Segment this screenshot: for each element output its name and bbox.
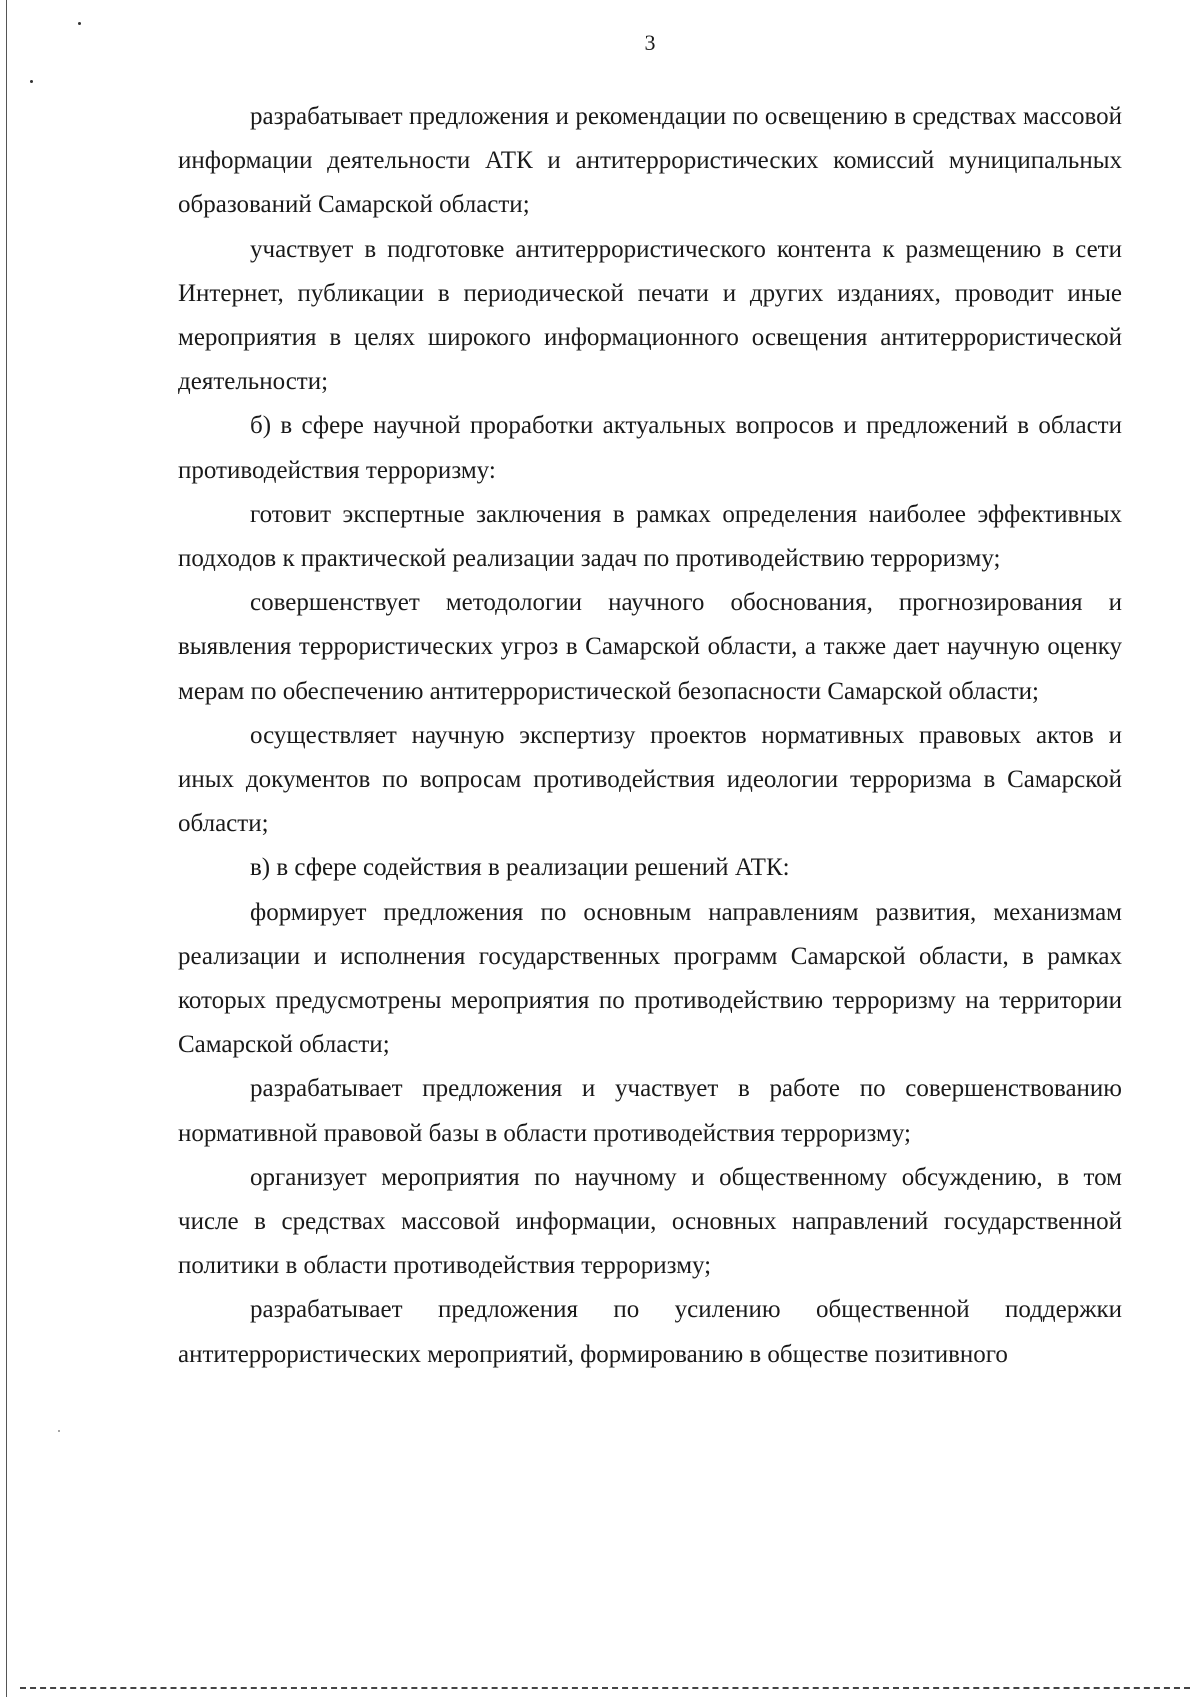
paragraph-section-c-heading: в) в сфере содействия в реализации решений АТК: <box>250 854 790 882</box>
paragraph-methodology: совершенствует методологии научного обоснования, прогнозирования и выявления террористических угроз в Самарской области, а также дает научную оценку мерам по обеспечению антитеррористической безопасности Самарской области; <box>178 589 1122 705</box>
document-body <box>178 95 1122 1377</box>
paragraph-state-programs: формирует предложения по основным направлениям развития, механизмам реализации и исполнения государственных программ Самарской области, в рамках которых предусмотрены мероприятия по противодействию терроризму на территории Самарской области; <box>178 898 1122 1059</box>
page-number: 3 <box>644 30 656 55</box>
paragraph-public-discussion: организует мероприятия по научному и общественному обсуждению, в том числе в средствах массовой информации, основных направлений государственной политики в области противодействия терроризму; <box>178 1163 1122 1280</box>
paragraph-media-coverage: разрабатывает предложения и рекомендации по освещению в средствах массовой информации деятельности АТК и антитеррористических комиссий муниципальных образований Самарской области; <box>178 103 1122 219</box>
scan-speck <box>58 1430 60 1432</box>
paragraph-expert-conclusions: готовит экспертные заключения в рамках определения наиболее эффективных подходов к практической реализации задач по противодействию терроризму; <box>178 500 1122 573</box>
paragraph-internet-content: участвует в подготовке антитеррористического контента к размещению в сети Интернет, публикации в периодической печати и других изданиях, проводит иные мероприятия в целях широкого информационного освещения антитеррористической деятельности; <box>178 235 1122 396</box>
scan-bottom-rule <box>20 1687 1190 1689</box>
scan-speck <box>30 80 33 83</box>
paragraph-section-b-heading: б) в сфере научной проработки актуальных вопросов и предложений в области противодействия терроризму: <box>178 412 1122 484</box>
paragraph-scientific-expertise: осуществляет научную экспертизу проектов нормативных правовых актов и иных документов по вопросам противодействия идеологии терроризма в Самарской области; <box>178 721 1122 838</box>
scan-left-edge <box>6 0 7 1697</box>
paragraph-regulatory-base: разрабатывает предложения и участвует в работе по совершенствованию нормативной правовой базы в области противодействия терроризму; <box>178 1075 1122 1147</box>
scan-speck <box>78 22 81 25</box>
paragraph-public-support: разрабатывает предложения по усилению общественной поддержки антитеррористических мероприятий, формированию в обществе позитивного <box>178 1296 1122 1368</box>
